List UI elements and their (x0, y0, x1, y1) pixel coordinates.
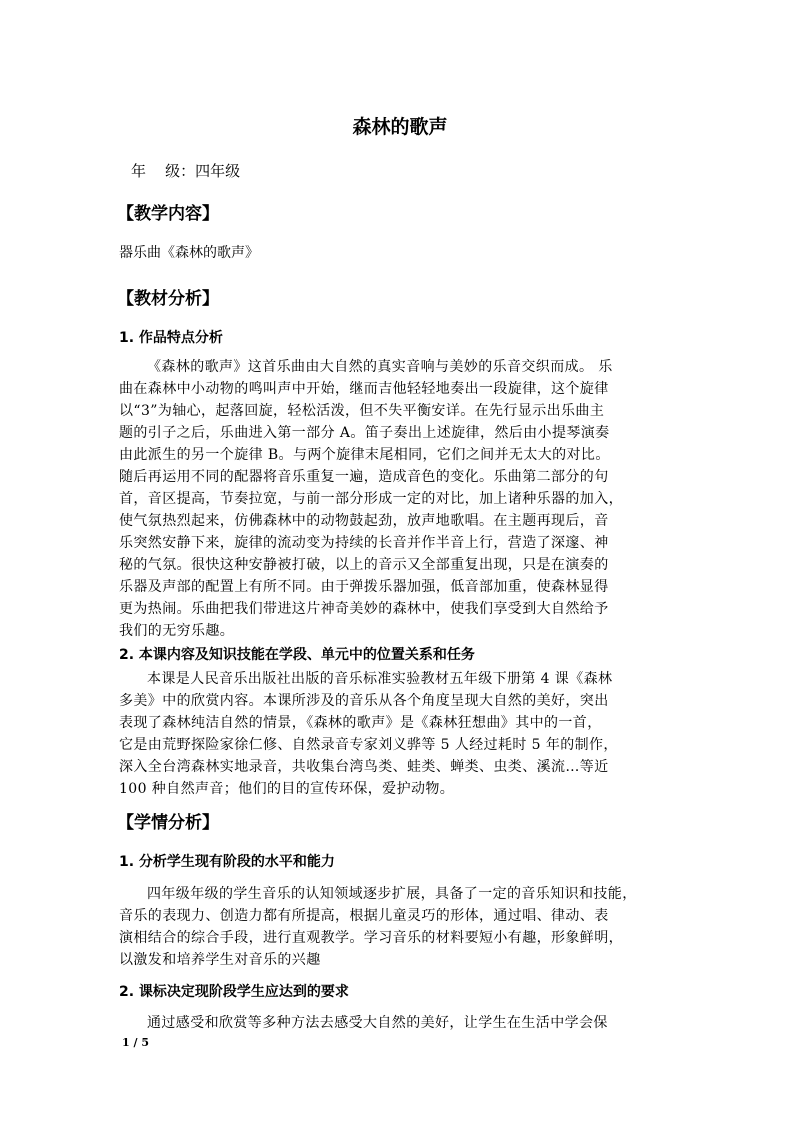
paragraph-line: 乐器及声部的配置上有所不同。由于弹拨乐器加强，低音部加重，使森林显得 (119, 579, 609, 595)
paragraph-line: 多美》中的欣赏内容。本课所涉及的音乐从各个角度呈现大自然的美好，突出 (119, 693, 609, 709)
paragraph-line: 首，音区提高，节奏拉宽，与前一部分形成一定的对比，加上诸种乐器的加入， (119, 491, 623, 507)
paragraph-line: 使气氛热烈起来，仿佛森林中的动物鼓起劲，放声地歌唱。在主题再现后，音 (119, 513, 609, 529)
paragraph-line: 深入全台湾森林实地录音，共收集台湾鸟类、蛙类、蝉类、虫类、溪流…等近 (119, 759, 609, 775)
paragraph-line: 100 种自然声音；他们的目的宣传环保，爱护动物。 (119, 781, 455, 797)
paragraph-line: 通过感受和欣赏等多种方法去感受大自然的美好，让学生在生活中学会保 (147, 1015, 608, 1031)
paragraph-line: 本课是人民音乐出版社出版的音乐标准实验教材五年级下册第 4 课《森林 (147, 671, 613, 687)
paragraph-line: 表现了森林纯洁自然的情景，《森林的歌声》是《森林狂想曲》其中的一首， (119, 715, 602, 731)
paragraph-line: 由此派生的另一个旋律 B。与两个旋律末尾相同，它们之间并无太大的对比。 (119, 447, 610, 463)
subheading-work-features: 1. 作品特点分析 (119, 330, 223, 346)
paragraph-line: 更为热闹。乐曲把我们带进这片神奇美妙的森林中，使我们享受到大自然给予 (119, 601, 609, 617)
paragraph-line: 乐突然安静下来，旋律的流动变为持续的长音并作半音上行，营造了深邃、神 (119, 535, 609, 551)
section-heading-material-analysis: 【教材分析】 (117, 289, 219, 309)
paragraph-line: 随后再运用不同的配器将音乐重复一遍，造成音色的变化。乐曲第二部分的句 (119, 469, 609, 485)
paragraph-line: 我们的无穷乐趣。 (119, 623, 235, 639)
paragraph-work-features (119, 356, 684, 642)
document-title: 森林的歌声 (352, 116, 448, 138)
paragraph-line: 以“3”为轴心，起落回旋，轻松活泼，但不失平衡安详。在先行显示出乐曲主 (119, 403, 605, 419)
paragraph-line: 曲在森林中小动物的鸣叫声中开始，继而吉他轻轻地奏出一段旋律，这个旋律 (119, 381, 609, 397)
paragraph-line: 四年级年级的学生音乐的认知领域逐步扩展，具备了一定的音乐知识和技能， (147, 886, 637, 902)
section-heading-student-analysis: 【学情分析】 (117, 813, 219, 833)
grade-line: 年 级：四年级 (131, 162, 241, 180)
paragraph-line: 音乐的表现力、创造力都有所提高，根据儿童灵巧的形体，通过唱、律动、表 (119, 908, 609, 924)
paragraph-line: 演相结合的综合手段，进行直观教学。学习音乐的材料要短小有趣，形象鲜明， (119, 930, 623, 946)
paragraph-line: 秘的气氛。很快这种安静被打破，以上的音示又全部重复出现，只是在演奏的 (119, 557, 609, 573)
paragraph-position-and-task (119, 668, 684, 800)
subheading-student-level: 1. 分析学生现有阶段的水平和能力 (119, 854, 335, 870)
subheading-position-and-task: 2. 本课内容及知识技能在学段、单元中的位置关系和任务 (119, 647, 475, 663)
subheading-curriculum-requirements: 2. 课标决定现阶段学生应达到的要求 (119, 984, 349, 1000)
teaching-content-text: 器乐曲《森林的歌声》 (119, 245, 259, 261)
page-number: 1 / 5 (122, 1036, 149, 1049)
paragraph-line: 以激发和培养学生对音乐的兴趣 (119, 952, 321, 968)
paragraph-curriculum-requirements (119, 1012, 684, 1034)
paragraph-line: 题的引子之后，乐曲进入第一部分 A。笛子奏出上述旋律，然后由小提琴演奏 (119, 425, 610, 441)
paragraph-line: 它是由荒野探险家徐仁修、自然录音专家刘义骅等 5 人经过耗时 5 年的制作， (119, 737, 618, 753)
paragraph-student-level (119, 883, 684, 971)
paragraph-line: 《森林的歌声》这首乐曲由大自然的真实音响与美妙的乐音交织而成。 乐 (147, 359, 613, 375)
section-heading-teaching-content: 【教学内容】 (117, 204, 219, 224)
